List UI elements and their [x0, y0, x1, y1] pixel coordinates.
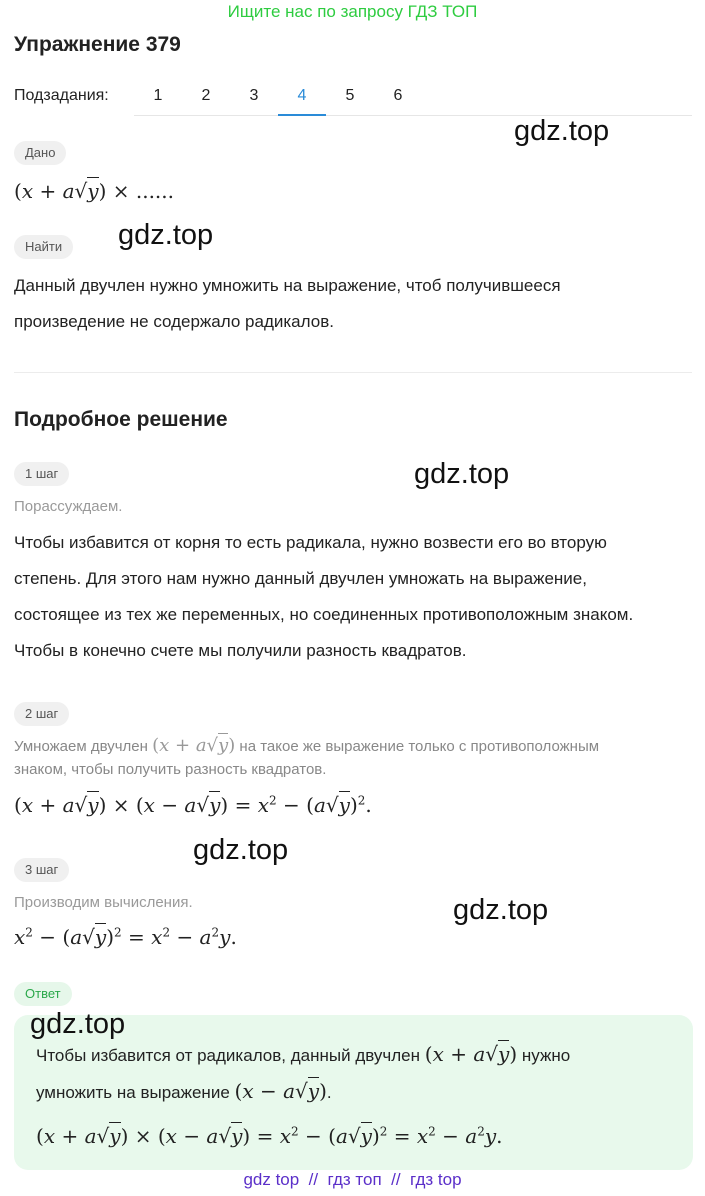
answer-binomial: (x + a√y)	[424, 1042, 518, 1066]
given-tail: ......	[135, 179, 175, 203]
find-badge: Найти	[14, 235, 73, 259]
answer-formula: $(x + a√y) \times (x - a√y) = x^2 - (a√y)^2 = x^2 - a^2y$.	[36, 1124, 503, 1148]
tab-2[interactable]: 2	[201, 87, 211, 104]
step-2-hint-before: Умножаем двучлен	[14, 738, 148, 755]
divider	[14, 372, 692, 373]
step-2-hint-line-2: знаком, чтобы получить разность квадратов.	[14, 761, 327, 778]
tab-5[interactable]: 5	[345, 87, 355, 104]
step-2-inline-formula: (x + a√y)	[152, 735, 236, 756]
subtasks-label: Подзадания:	[14, 87, 109, 104]
page-title: Упражнение 379	[14, 33, 181, 56]
find-text-line-1: Данный двучлен нужно умножить на выражение, чтоб получившееся	[14, 276, 561, 295]
answer-line-1	[36, 1042, 570, 1066]
given-badge: Дано	[14, 141, 66, 165]
step-2-formula: $(x + a√y) \times (x - a√y) = x^2 - (a√y)^2$.	[14, 793, 372, 817]
tab-6[interactable]: 6	[393, 87, 403, 104]
promo-banner: Ищите нас по запросу ГДЗ ТОП	[227, 2, 478, 21]
step-1-line-1: Чтобы избавится от корня то есть радикала, нужно возвести его во вторую	[14, 533, 607, 552]
subtask-tabs	[134, 78, 692, 116]
step-3-badge: 3 шаг	[14, 858, 69, 882]
tab-3[interactable]: 3	[249, 87, 259, 104]
step-1-line-4: Чтобы в конечно счете мы получили разность квадратов.	[14, 641, 467, 660]
given-formula: (x + a√y) × ......	[14, 179, 175, 203]
step-2-hint-after: на такое же выражение только с противоположным	[239, 738, 600, 755]
step-1-line-3: состоящее из тех же переменных, но соединенных противоположным знаком.	[14, 605, 634, 624]
find-text-line-2: произведение не содержало радикалов.	[14, 312, 334, 331]
watermark: gdz.top	[414, 458, 510, 490]
step-1-badge: 1 шаг	[14, 462, 69, 486]
answer-line-1-text: Чтобы избавится от радикалов, данный двучлен	[36, 1046, 421, 1065]
answer-line-2	[36, 1079, 332, 1103]
solution-title: Подробное решение	[14, 408, 228, 431]
step-1-hint: Порассуждаем.	[14, 498, 123, 515]
answer-badge: Ответ	[14, 982, 72, 1006]
watermark: gdz.top	[30, 1008, 126, 1040]
footer-links[interactable]: gdz top // гдз топ // гдз top	[243, 1170, 462, 1189]
answer-multiplier: (x − a√y)	[234, 1079, 327, 1103]
watermark: gdz.top	[514, 115, 610, 147]
tab-4[interactable]: 4	[278, 78, 326, 116]
answer-line-1-tail: нужно	[521, 1046, 571, 1065]
step-3-hint: Производим вычисления.	[14, 894, 193, 911]
step-2-badge: 2 шаг	[14, 702, 69, 726]
step-2-hint-line-1	[14, 734, 599, 759]
step-1-line-2: степень. Для этого нам нужно данный двучлен умножать на выражение,	[14, 569, 587, 588]
watermark: gdz.top	[118, 219, 214, 251]
answer-line-2-tail: .	[326, 1083, 332, 1102]
watermark: gdz.top	[453, 894, 549, 926]
tab-1[interactable]: 1	[153, 87, 163, 104]
step-3-formula: $x^2 - (a√y)^2 = x^2 - a^2y$.	[14, 925, 237, 949]
watermark: gdz.top	[193, 834, 289, 866]
answer-line-2-text: умножить на выражение	[36, 1083, 230, 1102]
